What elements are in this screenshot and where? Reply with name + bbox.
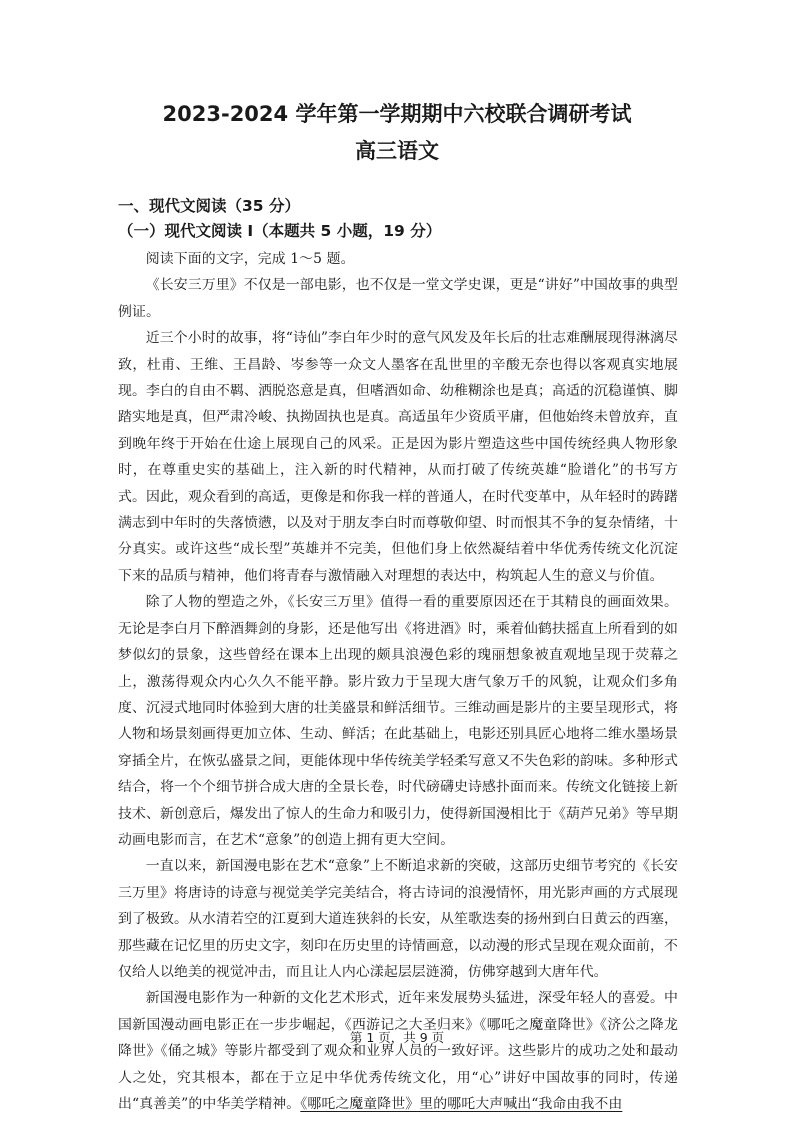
page-number: 第 1 页，共 9 页 <box>349 1030 445 1045</box>
exam-subject: 高三语文 <box>355 139 439 163</box>
paragraph-5-text: 新国漫电影作为一种新的文化艺术形式，近年来发展势头猛进，深受年轻人的喜爱。中国新国漫动画电影正在一步步崛起，《西游记之大圣归来》《哪吒之魔童降世》《济公之降龙降世》《俑之城》等影片都受到了观众和业界人员的一致好评。这些影片的成功之处和最动人之处，究其根本，都在于立足中华优秀传统文化，用“心”讲好中国故事的同时，传递出“真善美”的中华美学精神。 <box>118 990 678 1112</box>
paragraph-4: 一直以来，新国漫电影在艺术“意象”上不断追求新的突破，这部历史细节考究的《长安三万里》将唐诗的诗意与视觉美学完美结合，将古诗词的浪漫情怀，用光影声画的方式展现到了极致。从水清若空的江夏到大道连狭斜的长安，从笙歌迭奏的扬州到白日黄云的西塞，那些藏在记忆里的历史文字，刻印在历史里的诗情画意，以动漫的形式呈现在观众面前，不仅给人以绝美的视觉冲击，而且让人内心漾起层层涟漪，仿佛穿越到大唐年代。 <box>118 858 678 980</box>
exam-title: 2023-2024 学年第一学期期中六校联合调研考试 <box>162 102 632 126</box>
reading-passage <box>118 246 678 1117</box>
underlined-sentence: 《哪吒之魔童降世》里的哪吒大声喊出“我命由我不由 <box>300 1096 623 1112</box>
instruction-text: 阅读下面的文字，完成 1～5 题。 <box>145 251 355 267</box>
paragraph-2: 近三个小时的故事，将“诗仙”李白年少时的意气风发及年长后的壮志难酬展现得淋漓尽致，杜甫、王维、王昌龄、岑参等一众文人墨客在乱世里的辛酸无奈也得以客观真实地展现。李白的自由不羁、洒脱恣意是真，但嗜酒如命、幼稚糊涂也是真；高适的沉稳谨慎、脚踏实地是真，但严肃冷峻、执拗固执也是真。高适虽年少资质平庸，但他始终未曾放弃，直到晚年终于开始在仕途上展现自己的风采。正是因为影片塑造这些中国传统经典人物形象时，在尊重史实的基础上，注入新的时代精神，从而打破了传统英雄“脸谱化”的书写方式。因此，观众看到的高适，更像是和你我一样的普通人，在时代变革中，从年轻时的踌躇满志到中年时的失落愤懑，以及对于朋友李白时而尊敬仰望、时而恨其不争的复杂情绪，十分真实。或许这些“成长型”英雄并不完美，但他们身上依然凝结着中华优秀传统文化沉淀下来的品质与精神，他们将青春与激情融入对理想的表达中，构筑起人生的意义与价值。 <box>118 330 678 584</box>
paragraph-1: 《长安三万里》不仅是一部电影，也不仅是一堂文学史课，更是“讲好”中国故事的典型例证。 <box>118 277 678 320</box>
subsection-heading: （一）现代文阅读 I（本题共 5 小题，19 分） <box>118 222 442 240</box>
paragraph-3: 除了人物的塑造之外，《长安三万里》值得一看的重要原因还在于其精良的画面效果。无论是李白月下醉酒舞剑的身影，还是他写出《将进酒》时，乘着仙鹤扶摇直上所看到的如梦似幻的景象，这些曾经在课本上出现的颇具浪漫色彩的瑰丽想象被直观地呈现于荧幕之上，激荡得观众内心久久不能平静。影片致力于呈现大唐气象万千的风貌，让观众们多角度、沉浸式地同时体验到大唐的壮美盛景和鲜活细节。三维动画是影片的主要呈现形式，将人物和场景刻画得更加立体、生动、鲜活；在此基础上，电影还别具匠心地将二维水墨场景穿插全片，在恢弘盛景之间，更能体现中华传统美学轻柔写意又不失色彩的韵味。多种形式结合，将一个个细节拼合成大唐的全景长卷，时代磅礴史诗感扑面而来。传统文化链接上新技术、新创意后，爆发出了惊人的生命力和吸引力，使得新国漫相比于《葫芦兄弟》等早期动画电影而言，在艺术“意象”的创造上拥有更大空间。 <box>118 594 678 848</box>
section-heading: 一、现代文阅读（35 分） <box>118 197 300 215</box>
paragraph-5 <box>118 985 678 1117</box>
